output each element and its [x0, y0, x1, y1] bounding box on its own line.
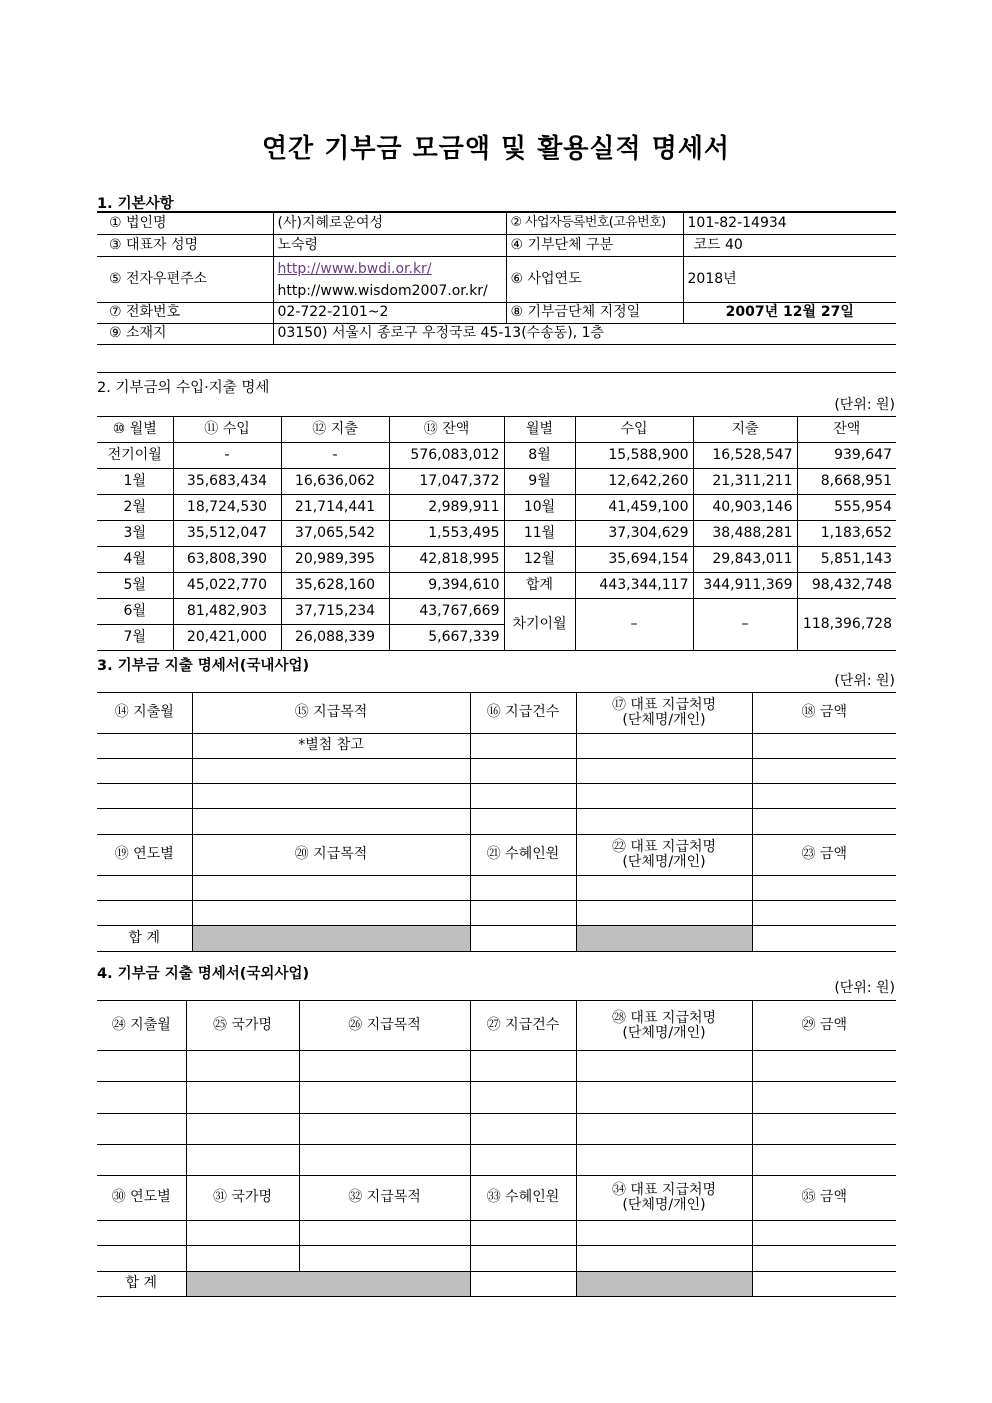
hdr-recipient-b-sub: (단체명/개인) — [622, 854, 706, 870]
cell: 7월 — [97, 625, 173, 651]
value-org-type: 코드 40 — [683, 235, 896, 257]
cell: 12,642,260 — [575, 469, 693, 495]
hdr-amount: ⑱ 금액 — [752, 693, 896, 734]
table-row — [97, 573, 896, 599]
cell: 1월 — [97, 469, 173, 495]
cell: 16,636,062 — [281, 469, 389, 495]
label-org-type: ④ 기부단체 구분 — [506, 235, 683, 257]
cell: 5,667,339 — [389, 625, 504, 651]
value-corp-name: (사)지혜로운여성 — [273, 213, 506, 235]
cell-total-label: 합계 — [504, 573, 575, 599]
value-representative: 노숙령 — [273, 235, 506, 257]
table-row — [97, 1082, 896, 1114]
hdr-recipient-4b-sub: (단체명/개인) — [622, 1197, 706, 1213]
label-address: ⑨ 소재지 — [97, 324, 273, 345]
value-designation-date: 2007년 12월 27일 — [683, 303, 896, 324]
hdr-expense: ⑫ 지출 — [281, 417, 389, 443]
note-attachment: *별첨 참고 — [192, 734, 470, 759]
cell: 10월 — [504, 495, 575, 521]
label-representative: ③ 대표자 성명 — [97, 235, 273, 257]
table-row — [97, 759, 896, 784]
table-row — [97, 303, 896, 324]
cell: 35,628,160 — [281, 573, 389, 599]
cell: 43,767,669 — [389, 599, 504, 625]
header-row — [97, 835, 896, 876]
value-website: http://www.wisdom2007.or.kr/ — [277, 282, 488, 299]
table-row — [97, 784, 896, 809]
header-row — [97, 1176, 896, 1221]
table-row — [97, 521, 896, 547]
cell: 20,421,000 — [173, 625, 281, 651]
cell: 45,022,770 — [173, 573, 281, 599]
hdr-year-4: ㉚ 연도별 — [97, 1176, 186, 1221]
cell: 29,843,011 — [693, 547, 797, 573]
table-row — [97, 235, 896, 257]
hdr-payment-count-4: ㉗ 지급건수 — [470, 1001, 576, 1051]
section2-heading: 2. 기부금의 수입·지출 명세 — [97, 380, 270, 396]
cell: 38,488,281 — [693, 521, 797, 547]
section3-unit: (단위: 원) — [834, 673, 895, 689]
table-row — [97, 599, 896, 625]
cell: 18,724,530 — [173, 495, 281, 521]
table-row — [97, 1246, 896, 1272]
overseas-expense-table — [97, 1000, 896, 1297]
hdr-payment-count: ⑯ 지급건수 — [470, 693, 576, 734]
table-row — [97, 1114, 896, 1145]
cell: 16,528,547 — [693, 443, 797, 469]
hdr-recipient-4-sub: (단체명/개인) — [622, 1024, 706, 1041]
cell: 37,715,234 — [281, 599, 389, 625]
hdr-income-2: 수입 — [575, 417, 693, 443]
cell: 37,304,629 — [575, 521, 693, 547]
label-corp-name: ① 법인명 — [97, 213, 273, 235]
cell: 17,047,372 — [389, 469, 504, 495]
cell: 9월 — [504, 469, 575, 495]
table-row — [97, 469, 896, 495]
section4-unit: (단위: 원) — [834, 980, 895, 996]
cell: 939,647 — [797, 443, 896, 469]
hdr-country-b: ㉛ 국가명 — [186, 1176, 299, 1221]
cell: 2월 — [97, 495, 173, 521]
document-title: 연간 기부금 모금액 및 활용실적 명세서 — [261, 134, 731, 164]
label-phone: ⑦ 전화번호 — [97, 303, 273, 324]
cell-carry-label: 차기이월 — [504, 599, 575, 651]
hdr-month-2: 월별 — [504, 417, 575, 443]
header-row — [97, 417, 896, 443]
hdr-recipient-4: ㉘ 대표 지급처명 — [611, 1009, 717, 1026]
header-row — [97, 1001, 896, 1051]
hdr-purpose-4: ㉖ 지급목적 — [299, 1001, 470, 1051]
hdr-recipient: ⑰ 대표 지급처명 — [611, 697, 717, 714]
table-row — [97, 324, 896, 345]
cell: 1,183,652 — [797, 521, 896, 547]
hdr-amount-b: ㉓ 금액 — [752, 835, 896, 876]
hdr-income: ⑪ 수입 — [173, 417, 281, 443]
cell: 4월 — [97, 547, 173, 573]
hdr-beneficiaries-4: ㉝ 수혜인원 — [470, 1176, 576, 1221]
table-row — [97, 901, 896, 926]
label-fiscal-year: ⑥ 사업연도 — [506, 257, 683, 303]
link-bwdi[interactable]: http://www.bwdi.or.kr/ — [277, 260, 432, 277]
section2-unit: (단위: 원) — [834, 397, 895, 413]
cell: 26,088,339 — [281, 625, 389, 651]
hdr-amount-4: ㉙ 금액 — [752, 1001, 896, 1051]
section4-heading: 4. 기부금 지출 명세서(국외사업) — [97, 966, 310, 982]
header-row — [97, 693, 896, 734]
cell: 35,512,047 — [173, 521, 281, 547]
hdr-expense-month-4: ㉔ 지출월 — [97, 1001, 186, 1051]
table-row — [97, 257, 896, 303]
table-row — [97, 547, 896, 573]
cell: 12월 — [504, 547, 575, 573]
hdr-recipient-4b: ㉞ 대표 지급처명 — [611, 1182, 717, 1199]
section1-heading: 1. 기본사항 — [97, 196, 174, 212]
cell: 1,553,495 — [389, 521, 504, 547]
hdr-expense-month: ⑭ 지출월 — [97, 693, 192, 734]
cell: 20,989,395 — [281, 547, 389, 573]
hdr-expense-2: 지출 — [693, 417, 797, 443]
cell: 37,065,542 — [281, 521, 389, 547]
hdr-balance: ⑬ 잔액 — [389, 417, 504, 443]
cell: 전기이월 — [97, 443, 173, 469]
cell: 15,588,900 — [575, 443, 693, 469]
cell: 63,808,390 — [173, 547, 281, 573]
cell: 576,083,012 — [389, 443, 504, 469]
cell: 11월 — [504, 521, 575, 547]
cell: 42,818,995 — [389, 547, 504, 573]
cell-carry-expense: – — [693, 599, 797, 651]
label-reg-number: ② 사업자등록번호(고유번호) — [506, 213, 683, 235]
hdr-beneficiaries: ㉑ 수혜인원 — [470, 835, 576, 876]
total-label-4: 합 계 — [97, 1272, 186, 1297]
cell: 81,482,903 — [173, 599, 281, 625]
domestic-expense-table — [97, 692, 896, 952]
cell: - — [173, 443, 281, 469]
cell: 21,714,441 — [281, 495, 389, 521]
table-row — [97, 1221, 896, 1246]
cell-total-balance: 98,432,748 — [797, 573, 896, 599]
hdr-purpose-4b: ㉜ 지급목적 — [299, 1176, 470, 1221]
table-row — [97, 1051, 896, 1082]
hdr-amount-4b: ㉟ 금액 — [752, 1176, 896, 1221]
table-row — [97, 495, 896, 521]
cell: 35,694,154 — [575, 547, 693, 573]
table-row — [97, 443, 896, 469]
cell-total-expense: 344,911,369 — [693, 573, 797, 599]
hdr-year: ⑲ 연도별 — [97, 835, 192, 876]
total-row — [97, 1272, 896, 1297]
cell: 21,311,211 — [693, 469, 797, 495]
table-row — [97, 1145, 896, 1176]
total-label: 합 계 — [97, 926, 192, 952]
cell: 3월 — [97, 521, 173, 547]
cell: 35,683,434 — [173, 469, 281, 495]
value-fiscal-year: 2018년 — [683, 257, 896, 303]
hdr-balance-2: 잔액 — [797, 417, 896, 443]
cell-total-income: 443,344,117 — [575, 573, 693, 599]
hdr-country: ㉕ 국가명 — [186, 1001, 299, 1051]
total-row — [97, 926, 896, 952]
cell: 2,989,911 — [389, 495, 504, 521]
cell: 6월 — [97, 599, 173, 625]
hdr-month: ⑩ 월별 — [97, 417, 173, 443]
cell-carry-income: – — [575, 599, 693, 651]
cell: 5월 — [97, 573, 173, 599]
table-row — [97, 876, 896, 901]
value-address: 03150) 서울시 종로구 우정국로 45-13(수송동), 1층 — [273, 324, 896, 345]
hdr-purpose-b: ⑳ 지급목적 — [192, 835, 470, 876]
cell-carry-balance: 118,396,728 — [797, 599, 896, 651]
cell: - — [281, 443, 389, 469]
income-expense-table — [97, 416, 896, 651]
section3-heading: 3. 기부금 지출 명세서(국내사업) — [97, 658, 310, 674]
basic-info-table — [97, 212, 896, 345]
cell: 41,459,100 — [575, 495, 693, 521]
cell: 555,954 — [797, 495, 896, 521]
value-reg-number: 101-82-14934 — [683, 213, 896, 235]
cell: 5,851,143 — [797, 547, 896, 573]
hdr-recipient-b: ㉒ 대표 지급처명 — [611, 839, 717, 856]
hdr-recipient-sub: (단체명/개인) — [622, 712, 706, 728]
cell: 40,903,146 — [693, 495, 797, 521]
hdr-purpose: ⑮ 지급목적 — [192, 693, 470, 734]
cell: 9,394,610 — [389, 573, 504, 599]
table-row — [97, 213, 896, 235]
cell: 8월 — [504, 443, 575, 469]
value-phone: 02-722-2101~2 — [273, 303, 506, 324]
label-email: ⑤ 전자우편주소 — [97, 257, 273, 303]
label-designation-date: ⑧ 기부금단체 지정일 — [506, 303, 683, 324]
table-row — [97, 734, 896, 759]
table-row — [97, 809, 896, 835]
cell: 8,668,951 — [797, 469, 896, 495]
